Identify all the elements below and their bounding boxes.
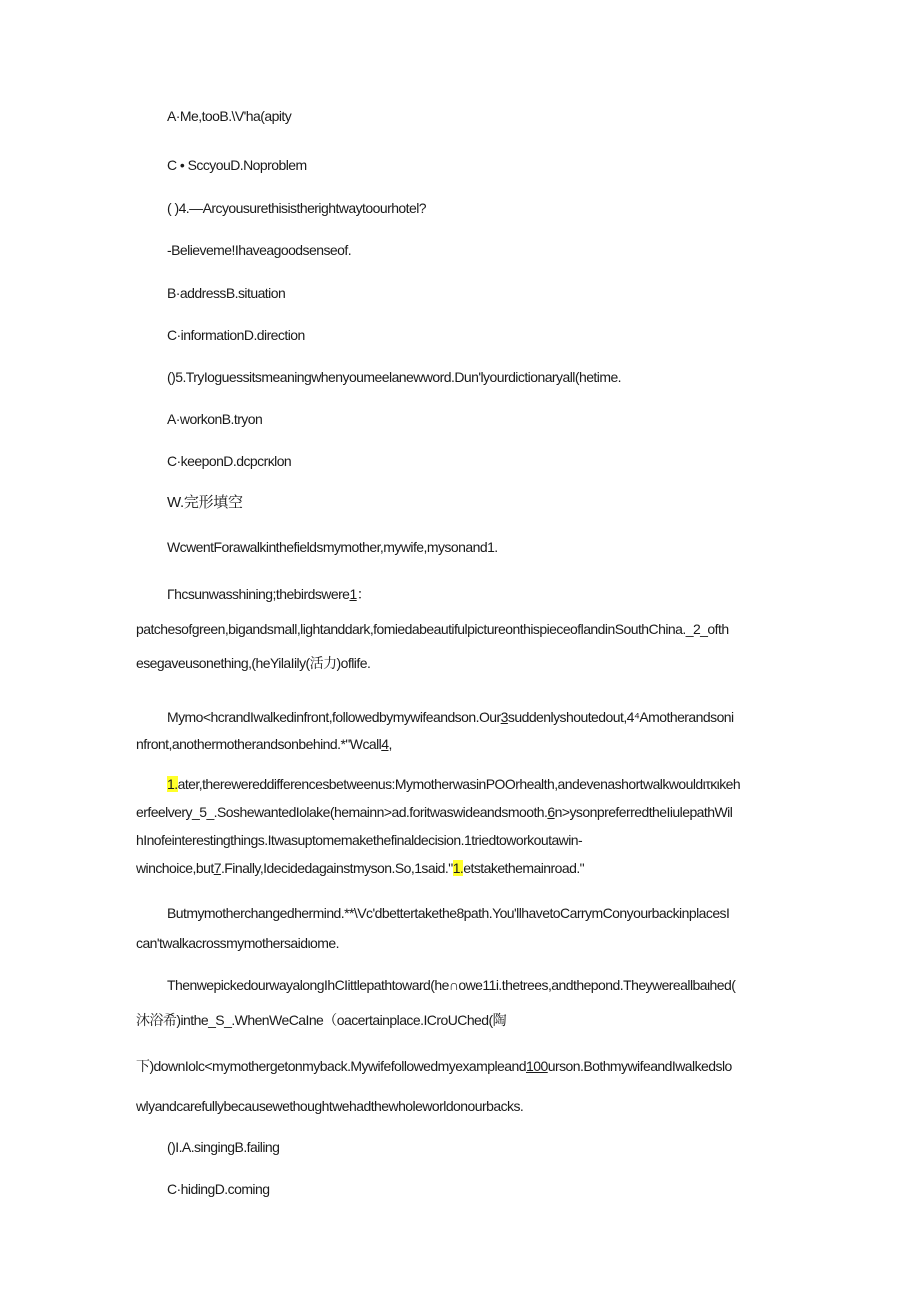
text-run: ： [356, 586, 371, 602]
highlighted-text: 1. [167, 776, 178, 792]
text-run: winchoice,but [136, 860, 214, 876]
blank-number: 3 [500, 709, 508, 725]
blank-number: 100 [526, 1058, 548, 1074]
blank-number: 4 [381, 736, 389, 752]
text-run: Mymo<hcrandIwalkedinfront,followedbymywifeandson.Our [167, 709, 501, 725]
section-heading: W.完形填空 [167, 494, 243, 511]
option-line-3ab: A·Me,tooB.\V'ha(apity [167, 108, 292, 124]
text-run: suddenlyshoutedout,4⁴Amotherandsoni [507, 709, 734, 725]
option-line-4ab: B·addressB.situation [167, 285, 286, 301]
passage-line [167, 585, 370, 603]
option-line-3cd: C • SccyouD.Noproblem [167, 157, 307, 173]
passage-line [136, 1057, 732, 1075]
text-run: etstakethemainroad." [463, 860, 585, 876]
passage-line [136, 803, 732, 821]
question-5: ()5.TryIoguessitsmeaningwhenyoumeelanewword.Dun'lyourdictionaryall(hetime. [167, 369, 622, 385]
text-run: .Finally,Idecidedagainstmyson.So,1said." [220, 860, 453, 876]
passage-line [136, 859, 584, 877]
question-4-dialog: -Believeme!Ihaveagoodsenseof. [167, 242, 352, 258]
blank-number: 1 [349, 586, 357, 602]
passage-line: can'twalkacrossmymothersaidιome. [136, 935, 339, 951]
passage-line: patchesofgreen,bigandsmall,lightanddark,fomiedabeautifulpictureonthispieceoflandinSouthChina._2_ofth [136, 621, 729, 637]
option-line-5cd: C·keeponD.dcpcrκlon [167, 453, 292, 469]
text-run: 下)downIolc<mymothergetonmyback.Mywifefollowedmyexampleand [136, 1058, 526, 1074]
passage-line: hInofeinterestingthings.Itwasuptomemakethefinaldecision.1triedtoworkoutawin- [136, 832, 583, 848]
question-4: ( )4.—Arcyousurethisistherightwaytoourhotel? [167, 200, 427, 216]
text-run: n>ysonpreferredtheIiulepathWil [554, 804, 733, 820]
passage-line: Butmymotherchangedhermind.**\Vc'dbettertakethe8path.You'llhavetoCarrymConyourbackinplacesI [167, 905, 730, 921]
passage-line: esegaveusonething,(heYilaIily(活力)oflife. [136, 655, 371, 671]
passage-line: WcwentForawalkinthefieldsmymother,mywife,mysonand1. [167, 539, 498, 555]
passage-line: wlyandcarefullybecausewethoughtwehadthewholeworldonourbacks. [136, 1098, 524, 1114]
passage-line: ThenwepickedourwayalongIhCIittlepathtoward(he∩owe11i.thetrees,andthepond.Theywereallbaιhed( [167, 977, 736, 993]
option-line-4cd: C·informationD.direction [167, 327, 305, 343]
passage-line [167, 775, 740, 793]
option-line-5ab: A·workonB.tryon [167, 411, 263, 427]
text-run: nfront,anothermotherandsonbehind.*"Wcall [136, 736, 382, 752]
option-line-1cd: C·hidingD.coming [167, 1181, 270, 1197]
highlighted-text: 1. [452, 860, 464, 876]
text-run: erfeelvery_5_.SoshewantedIolake(hemainn>ad.foritwaswideandsmooth. [136, 804, 548, 820]
text-run: , [388, 736, 392, 752]
passage-line [167, 708, 734, 726]
text-run: Γhcsunwasshining;thebirdswere [167, 586, 350, 602]
passage-line: 沐浴希)inthe_S_.WhenWeCaIne（oacertainplace.ICroUChed(陶 [136, 1012, 507, 1028]
text-run: urson.BothmywifeandIwalkedslo [547, 1058, 732, 1074]
question-1: ()I.A.singingB.failing [167, 1139, 280, 1155]
passage-line [136, 735, 392, 753]
text-run: ater,therewereddifferencesbetweenus:MymotherwasinPOOrhealth,andevenashortwalkwouldιτκιkeh [177, 776, 741, 792]
blank-number: 7 [213, 860, 221, 876]
blank-number: 6 [547, 804, 555, 820]
